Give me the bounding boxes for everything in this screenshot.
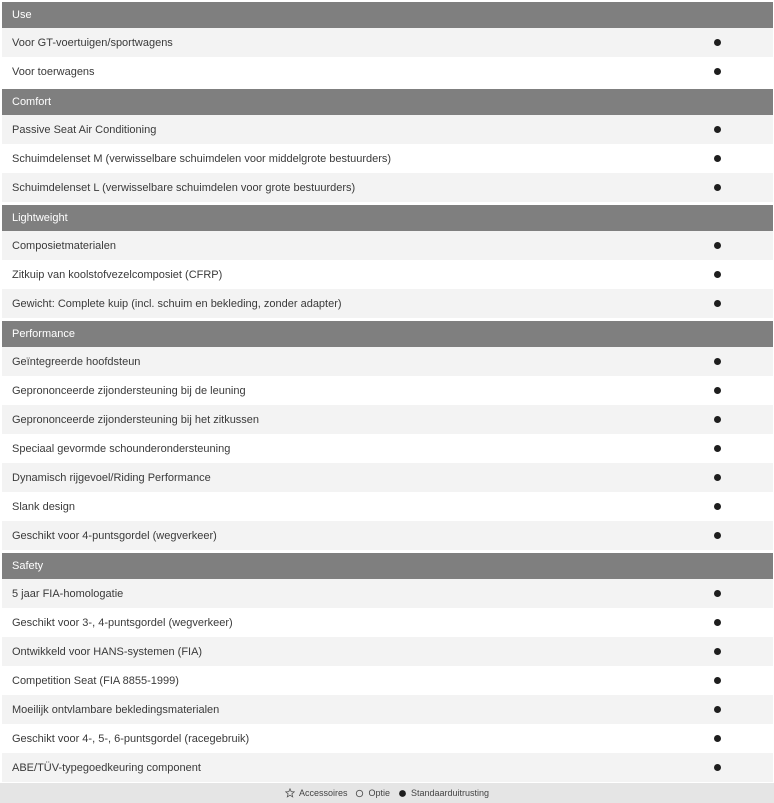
standard-equipment-dot-icon [714,68,721,75]
standard-equipment-dot-icon [714,416,721,423]
legend-accessories-label: Accessoires [298,788,348,798]
row-label: Schuimdelenset M (verwisselbare schuimdelen voor middelgrote bestuurders) [12,152,392,165]
hollow-circle-icon [355,789,364,798]
standard-equipment-dot-icon [714,677,721,684]
standard-equipment-dot-icon [714,126,721,133]
standard-equipment-dot-icon [714,358,721,365]
standard-equipment-dot-icon [714,532,721,539]
table-row [2,405,773,434]
table-row [2,666,773,695]
row-label: Geprononceerde zijondersteuning bij de leuning [12,384,246,397]
table-row [2,173,773,202]
legend-option [355,788,390,798]
standard-equipment-dot-icon [714,764,721,771]
star-icon [285,788,295,798]
equipment-table [2,2,773,782]
row-label: Dynamisch rijgevoel/Riding Performance [12,471,211,484]
section-header-comfort: Comfort [2,89,773,115]
legend-standard-label: Standaarduitrusting [410,788,490,798]
table-row [2,231,773,260]
standard-equipment-dot-icon [714,39,721,46]
row-label: Competition Seat (FIA 8855-1999) [12,674,179,687]
standard-equipment-dot-icon [714,271,721,278]
standard-equipment-dot-icon [714,590,721,597]
filled-circle-icon [398,789,407,798]
standard-equipment-dot-icon [714,619,721,626]
table-row [2,115,773,144]
row-label: Composietmaterialen [12,239,116,252]
row-label: Moeilijk ontvlambare bekledingsmaterialen [12,703,220,716]
table-row [2,463,773,492]
table-row [2,521,773,550]
table-row [2,579,773,608]
table-row [2,347,773,376]
legend-option-label: Optie [368,788,390,798]
standard-equipment-dot-icon [714,300,721,307]
table-row [2,434,773,463]
row-label: Ontwikkeld voor HANS-systemen (FIA) [12,645,203,658]
legend [0,783,774,803]
standard-equipment-dot-icon [714,503,721,510]
legend-accessories [285,788,348,798]
row-label: ABE/TÜV-typegoedkeuring component [12,761,201,774]
section-header-performance: Performance [2,321,773,347]
table-row [2,753,773,782]
standard-equipment-dot-icon [714,242,721,249]
row-label: Geprononceerde zijondersteuning bij het zitkussen [12,413,260,426]
standard-equipment-dot-icon [714,387,721,394]
table-row [2,637,773,666]
table-row [2,376,773,405]
standard-equipment-dot-icon [714,445,721,452]
row-label: Geschikt voor 4-puntsgordel (wegverkeer) [12,529,217,542]
section-header-use: Use [2,2,773,28]
row-label: Schuimdelenset L (verwisselbare schuimdelen voor grote bestuurders) [12,181,356,194]
row-label: Speciaal gevormde schounderondersteuning [12,442,231,455]
standard-equipment-dot-icon [714,648,721,655]
table-row [2,28,773,57]
section-header-lightweight: Lightweight [2,205,773,231]
row-label: Passive Seat Air Conditioning [12,123,157,136]
standard-equipment-dot-icon [714,474,721,481]
table-row [2,260,773,289]
table-row [2,289,773,318]
table-row [2,492,773,521]
standard-equipment-dot-icon [714,184,721,191]
row-label: Zitkuip van koolstofvezelcomposiet (CFRP) [12,268,223,281]
row-label: Geschikt voor 4-, 5-, 6-puntsgordel (racegebruik) [12,732,250,745]
table-row [2,724,773,753]
row-label: Geschikt voor 3-, 4-puntsgordel (wegverkeer) [12,616,233,629]
standard-equipment-dot-icon [714,735,721,742]
row-label: 5 jaar FIA-homologatie [12,587,124,600]
legend-standard [398,788,489,798]
row-label: Voor toerwagens [12,65,95,78]
row-label: Geïntegreerde hoofdsteun [12,355,141,368]
table-row [2,57,773,86]
section-header-safety: Safety [2,553,773,579]
table-row [2,144,773,173]
standard-equipment-dot-icon [714,706,721,713]
standard-equipment-dot-icon [714,155,721,162]
row-label: Voor GT-voertuigen/sportwagens [12,36,173,49]
table-row [2,608,773,637]
row-label: Gewicht: Complete kuip (incl. schuim en bekleding, zonder adapter) [12,297,342,310]
table-row [2,695,773,724]
row-label: Slank design [12,500,75,513]
